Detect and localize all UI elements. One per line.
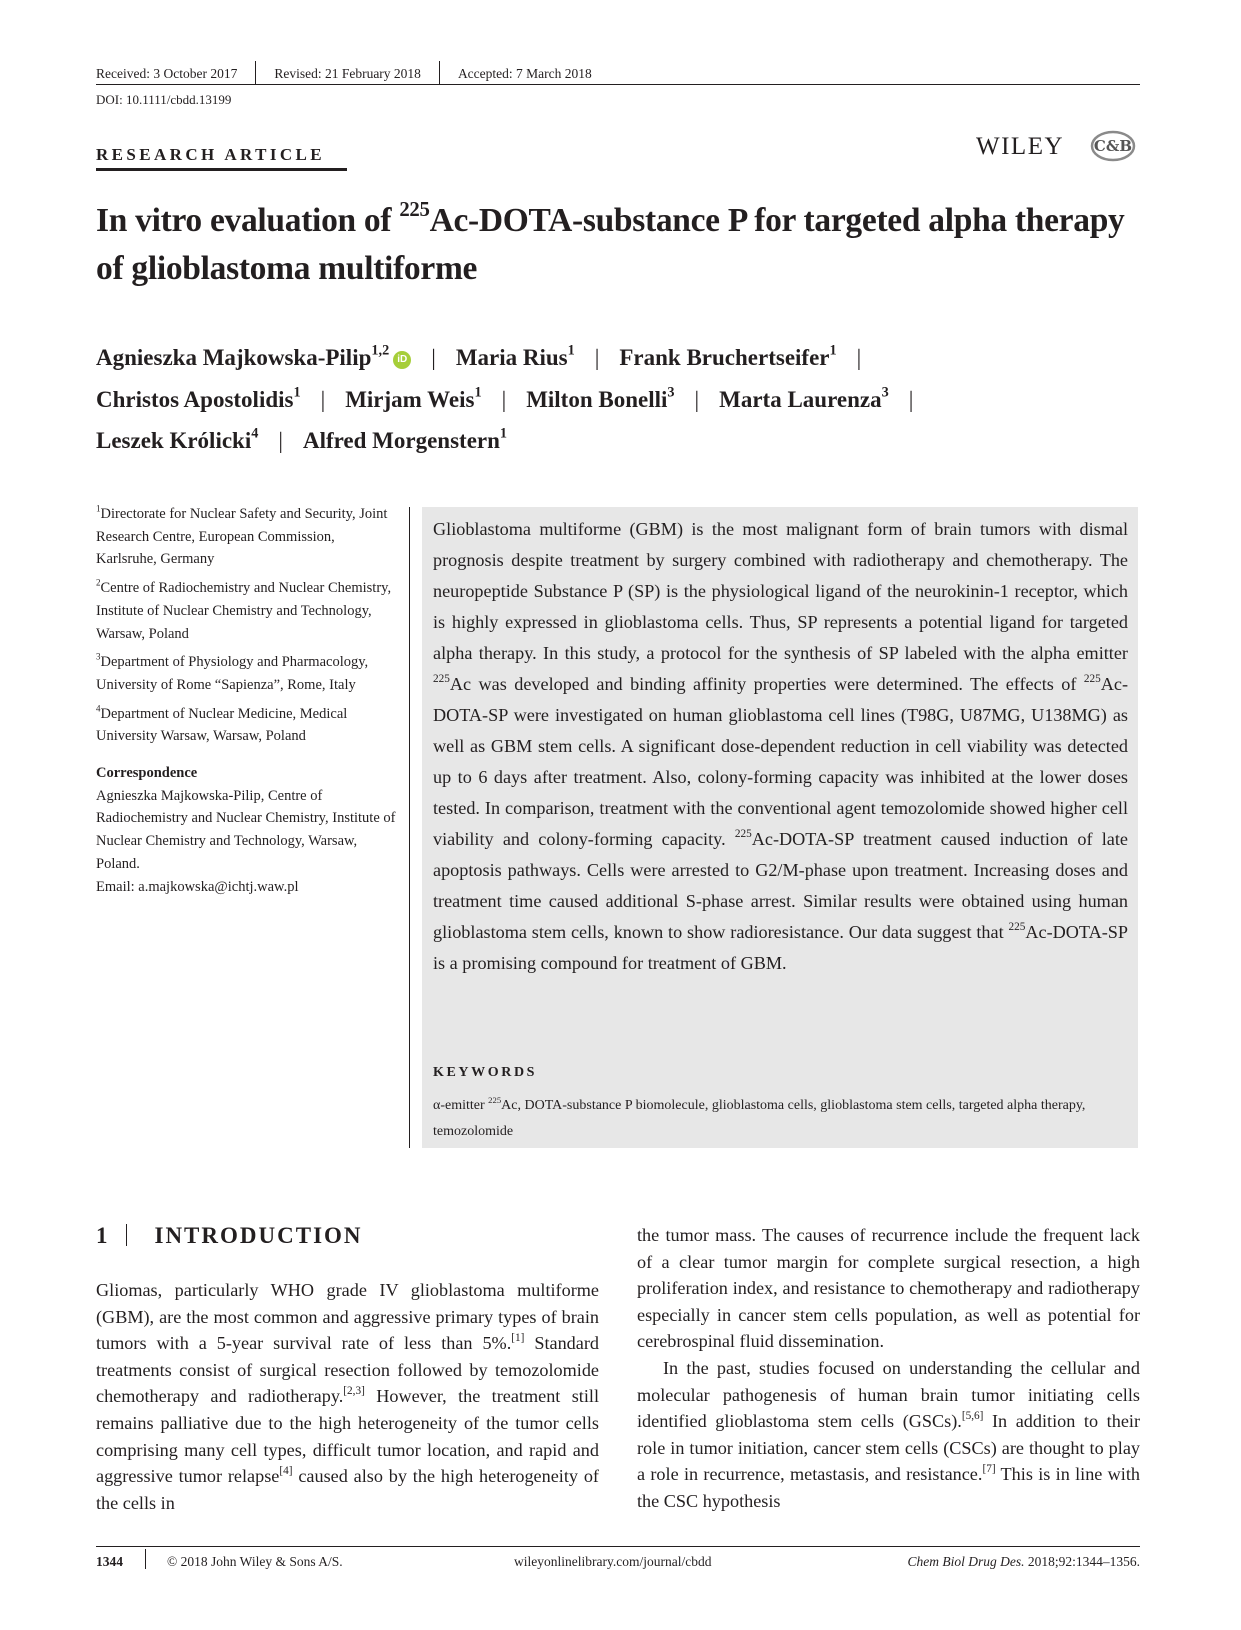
abstract-segment: Glioblastoma multiforme (GBM) is the most malignant form of brain tumors with dismal prognosis despite treatment by surgery combined with radiotherapy and chemotherapy. The neuropeptide Substance P (SP) is the physiological ligand of the neurokinin-1 receptor, which is highly expressed in glioblastoma cells. Thus, SP represents a potential ligand for targeted alpha therapy. In this study, a protocol for the synthesis of SP labeled with the alpha emitter — [433, 519, 1128, 663]
isotope-superscript: 225 — [1008, 920, 1026, 933]
article-type-label: RESEARCH ARTICLE — [96, 145, 326, 164]
section-number: 1 — [96, 1223, 110, 1248]
journal-name: Chem Biol Drug Des. — [907, 1554, 1025, 1569]
section-heading-bar — [126, 1224, 127, 1246]
author-name: Mirjam Weis — [345, 386, 475, 412]
affiliation — [96, 703, 396, 748]
citation-ref[interactable]: [5,6] — [961, 1410, 984, 1423]
paragraph: the tumor mass. The causes of recurrence include the frequent lack of a clear tumor margin for complete surgical resection, a high proliferation index, and resistance to chemotherapy and radiotherapy especially in cancer stem cells population, as well as potential for cerebrospinal fluid dissemination. — [637, 1225, 1140, 1352]
journal-logo-text: C&B — [1093, 137, 1133, 155]
copyright: © 2018 John Wiley & Sons A/S. — [167, 1554, 343, 1569]
accepted-date: Accepted: 7 March 2018 — [457, 66, 592, 81]
author[interactable] — [619, 342, 837, 370]
author-separator: | — [594, 345, 600, 370]
author[interactable] — [96, 425, 259, 453]
author-name: Leszek Królicki — [96, 428, 252, 453]
correspondence-text: Agnieszka Majkowska-Pilip, Centre of Radiochemistry and Nuclear Chemistry, Institute of Nuclear Chemistry and Technology, Warsaw, Poland. — [96, 787, 396, 872]
author-affiliation-ref: 1 — [567, 342, 575, 359]
section-title: INTRODUCTION — [154, 1223, 363, 1248]
author[interactable] — [455, 342, 575, 370]
abstract-rule — [409, 507, 410, 1148]
received-date: Received: 3 October 2017 — [96, 66, 238, 81]
author-affiliation-ref: 1 — [829, 342, 837, 359]
author-name: Maria Rius — [455, 345, 568, 370]
author[interactable] — [526, 384, 675, 412]
author-separator: | — [694, 386, 700, 412]
affiliation — [96, 651, 396, 696]
paragraph-text: Gliomas, particularly WHO grade IV glioblastoma multiforme (GBM), are the most common and aggressive primary types of brain tumors with a 5-year survival rate of less than 5%. — [96, 1280, 599, 1354]
isotope-superscript: 225 — [433, 672, 450, 685]
author-separator: | — [431, 345, 436, 370]
paragraph-text: In the past, studies focused on understanding the cellular and molecular pathogenesis of human brain tumor initiating cells identified glioblastoma stem cells (GSCs). — [637, 1357, 1140, 1432]
header-rule — [96, 84, 1140, 85]
paragraph-text: In addition to their role in tumor initiation, cancer stem cells (CSCs) are thought to play a role in recurrence, metastasis, and resistance. — [637, 1411, 1140, 1485]
article-title — [96, 197, 1156, 293]
author-separator: | — [856, 345, 862, 370]
citation-ref[interactable]: [7] — [982, 1463, 996, 1476]
abstract-segment: Ac-DOTA-SP were investigated on human glioblastoma cell lines (T98G, U87MG, U138MG) as well as GBM stem cells. A significant dose-dependent reduction in cell viability was detected up to 6 days after treatment. Also, colony-forming capacity was inhibited at the lower doses tested. In comparison, treatment with the conventional agent temozolomide showed higher cell viability and colony-forming capacity. — [433, 674, 1128, 849]
affiliation — [96, 577, 396, 645]
affiliation-number: 1 — [96, 503, 101, 514]
author-name: Marta Laurenza — [719, 386, 882, 412]
citation-ref[interactable]: [2,3] — [343, 1385, 365, 1398]
date-separator — [439, 61, 440, 85]
author-name: Frank Bruchertseifer — [619, 345, 830, 370]
author-affiliation-ref: 3 — [881, 384, 889, 401]
correspondence-email[interactable]: Email: a.majkowska@ichtj.waw.pl — [96, 878, 299, 895]
citation-details: 2018;92:1344–1356. — [1024, 1554, 1140, 1569]
paragraph-text: caused also by the high heterogeneity of the cells in — [96, 1466, 599, 1513]
author-name: Christos Apostolidis — [96, 386, 294, 412]
isotope-superscript: 225 — [1083, 672, 1101, 685]
affiliations — [96, 503, 396, 898]
author-separator: | — [320, 386, 326, 412]
author[interactable] — [96, 384, 301, 412]
keywords-text — [433, 1093, 1123, 1145]
author[interactable] — [302, 425, 508, 453]
journal-url[interactable]: wileyonlinelibrary.com/journal/cbdd — [514, 1554, 712, 1569]
author-affiliation-ref: 3 — [667, 384, 675, 401]
affiliation — [96, 503, 396, 571]
body-column-left — [96, 1277, 599, 1516]
abstract-segment: Ac-DOTA-SP treatment caused induction of late apoptosis pathways. Cells were arrested to G2/M-phase upon treatment. Increasing doses and treatment time caused additional S-phase arrest. Similar results were obtained using human glioblastoma stem cells, known to show radioresistance. Our data suggest that — [433, 829, 1128, 942]
footer-rule — [96, 1546, 1140, 1547]
affiliation-text: Department of Physiology and Pharmacology, University of Rome “Sapienza”, Rome, Italy — [96, 654, 369, 693]
keywords-segment: Ac, DOTA-substance P biomolecule, glioblastoma cells, glioblastoma stem cells, targeted alpha therapy, temozolomide — [433, 1098, 1086, 1139]
author[interactable] — [96, 342, 411, 370]
journal-citation — [890, 1554, 1140, 1570]
author-list — [96, 337, 1156, 462]
keywords-segment: α-emitter — [433, 1098, 489, 1113]
author[interactable] — [719, 384, 889, 412]
author-separator: | — [501, 386, 507, 412]
date-separator — [255, 61, 256, 85]
paragraph — [96, 1277, 599, 1516]
author[interactable] — [345, 384, 482, 412]
paragraph-text: This is in line with the CSC hypothesis — [637, 1464, 1141, 1511]
article-dates — [96, 61, 592, 85]
correspondence-heading: Correspondence — [96, 765, 198, 782]
isotope-superscript: 225 — [734, 827, 752, 840]
abstract-text — [433, 514, 1128, 979]
citation-ref[interactable]: [4] — [279, 1465, 293, 1478]
affiliation-number: 3 — [96, 651, 101, 662]
author-name: Milton Bonelli — [526, 386, 668, 412]
abstract-segment: Ac was developed and binding affinity properties were determined. The effects of — [449, 674, 1084, 694]
citation-ref[interactable]: [1] — [511, 1332, 525, 1345]
affiliation-text: Centre of Radiochemistry and Nuclear Chemistry, Institute of Nuclear Chemistry and Technology, Warsaw, Poland — [96, 580, 392, 642]
paragraph-text: Standard treatments consist of surgical resection followed by temozolomide chemotherapy and radiotherapy. — [96, 1333, 600, 1407]
revised-date: Revised: 21 February 2018 — [274, 66, 421, 81]
title-text-rest: Ac-DOTA-substance P for targeted alpha therapy of glioblastoma multiforme — [96, 202, 1125, 287]
page-number: 1344 — [96, 1554, 123, 1569]
author-name: Agnieszka Majkowska-Pilip — [96, 345, 372, 370]
affiliation-text: Department of Nuclear Medicine, Medical University Warsaw, Warsaw, Poland — [96, 705, 348, 745]
footer-separator — [145, 1549, 146, 1569]
section-heading-introduction — [96, 1223, 363, 1249]
author-name: Alfred Morgenstern — [302, 428, 500, 453]
abstract-segment: Ac-DOTA-SP is a promising compound for treatment of GBM. — [433, 922, 1128, 973]
body-column-right — [637, 1222, 1140, 1515]
author-affiliation-ref: 1 — [474, 384, 482, 401]
author-separator: | — [908, 386, 914, 412]
affiliation-number: 4 — [96, 703, 101, 714]
keywords-heading: KEYWORDS — [433, 1065, 538, 1080]
article-type-underline — [96, 168, 347, 171]
author-affiliation-ref: 1,2 — [371, 342, 390, 359]
doi[interactable]: DOI: 10.1111/cbdd.13199 — [96, 92, 232, 107]
author-affiliation-ref: 1 — [293, 384, 301, 401]
isotope-superscript: 225 — [488, 1094, 502, 1105]
author-affiliation-ref: 1 — [499, 425, 508, 442]
publisher-logo: WILEY — [976, 133, 1065, 160]
paragraph — [637, 1355, 1140, 1515]
title-superscript: 225 — [399, 198, 430, 222]
title-text: In vitro evaluation of — [96, 202, 400, 239]
affiliation-text: Directorate for Nuclear Safety and Security, Joint Research Centre, European Commission, Karlsruhe, Germany — [96, 506, 388, 568]
journal-logo — [1086, 127, 1136, 165]
affiliation-number: 2 — [96, 577, 101, 588]
orcid-icon[interactable]: iD — [393, 351, 411, 369]
paragraph-text: However, the treatment still remains palliative due to the high heterogeneity of the tumor cells comprising many cell types, difficult tumor location, and rapid and aggressive tumor relapse — [96, 1386, 599, 1487]
author-affiliation-ref: 4 — [251, 425, 259, 442]
author-separator: | — [278, 428, 283, 453]
